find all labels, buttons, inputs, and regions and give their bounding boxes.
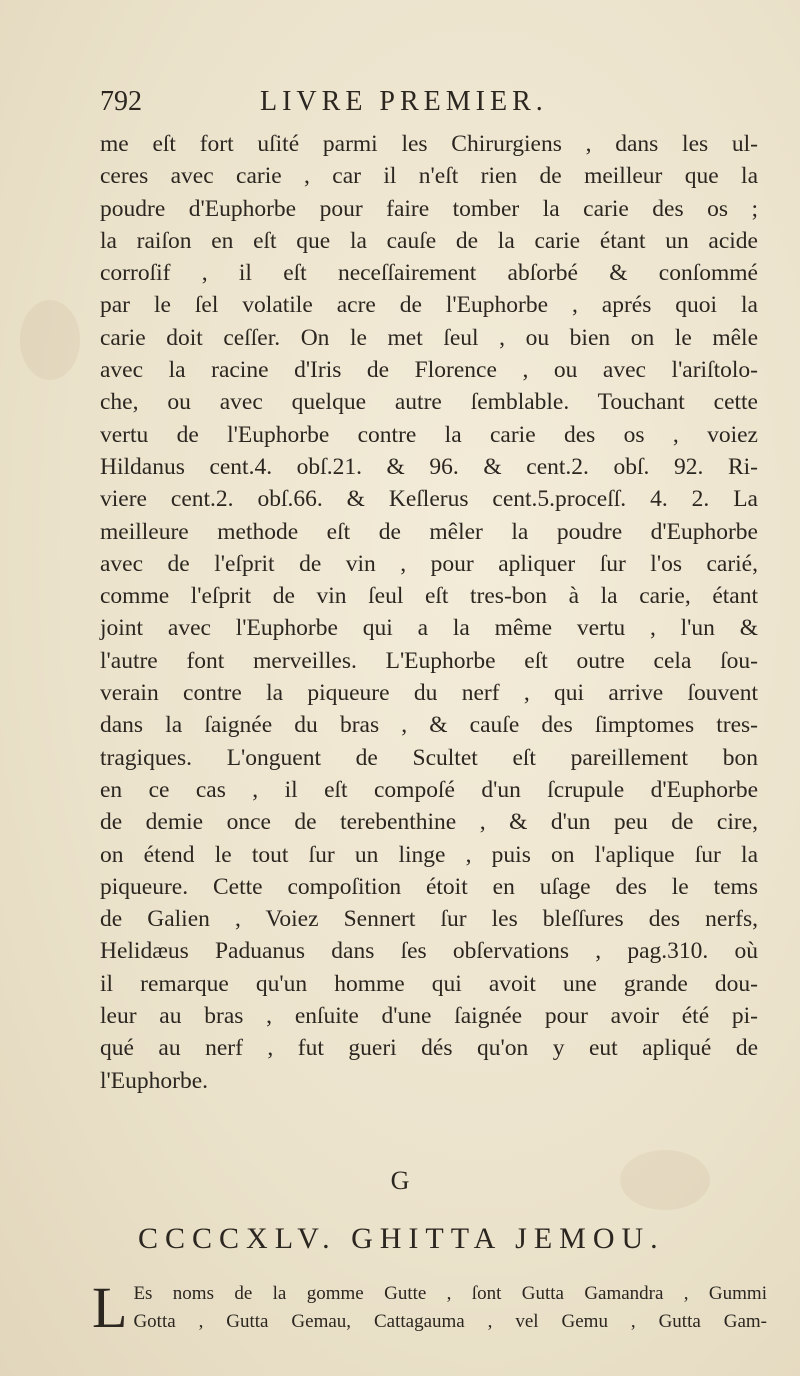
text-line: il remarque qu'un homme qui avoit une grande dou- xyxy=(100,970,758,997)
entry-line: Es noms de la gomme Gutte , ſont Gutta Gamandra , Gummi xyxy=(133,1283,767,1304)
text-line: l'Euphorbe. xyxy=(100,1067,208,1094)
text-line: verain contre la piqueure du nerf , qui arrive ſouvent xyxy=(100,680,758,707)
section-letter: G xyxy=(390,1166,410,1195)
text-line: corroſif , il eſt neceſſairement abſorbé & conſommé xyxy=(100,260,758,287)
text-line: par le ſel volatile acre de l'Euphorbe , aprés quoi la xyxy=(100,292,758,319)
text-line: meilleure methode eſt de mêler la poudre d'Euphorbe xyxy=(100,518,758,545)
entry-heading: CCCCXLV. GHITTA JEMOU. xyxy=(138,1222,665,1255)
text-line: tragiques. L'onguent de Scultet eſt pareillement bon xyxy=(100,744,758,771)
page-header xyxy=(100,86,760,126)
entry-text xyxy=(92,1275,767,1340)
text-line: en ce cas , il eſt compoſé d'un ſcrupule d'Euphorbe xyxy=(100,776,758,803)
text-line: de Galien , Voiez Sennert ſur les bleſſures des nerfs, xyxy=(100,906,758,933)
text-line: carie doit ceſſer. On le met ſeul , ou bien on le mêle xyxy=(100,324,758,351)
text-line: avec de l'eſprit de vin , pour apliquer ſur l'os carié, xyxy=(100,550,758,577)
text-line: on étend le tout ſur un linge , puis on l'aplique ſur la xyxy=(100,841,758,868)
text-line: poudre d'Euphorbe pour faire tomber la carie des os ; xyxy=(100,195,758,222)
text-line: vertu de l'Euphorbe contre la carie des os , voiez xyxy=(100,421,758,448)
text-line: de demie once de terebenthine , & d'un peu de cire, xyxy=(100,809,758,836)
main-text xyxy=(100,128,758,1097)
text-line: avec la racine d'Iris de Florence , ou avec l'ariſtolo- xyxy=(100,357,758,384)
text-line: l'autre font merveilles. L'Euphorbe eſt outre cela ſou- xyxy=(100,647,758,674)
page-number: 792 xyxy=(100,86,142,117)
running-title: LIVRE PREMIER. xyxy=(260,86,548,117)
text-line: joint avec l'Euphorbe qui a la même vertu , l'un & xyxy=(100,615,758,642)
text-line: qué au nerf , fut gueri dés qu'on y eut apliqué de xyxy=(100,1035,758,1062)
text-line: piqueure. Cette compoſition étoit en uſage des le tems xyxy=(100,873,758,900)
text-line: leur au bras , enſuite d'une ſaignée pour avoir été pi- xyxy=(100,1003,758,1030)
text-line: dans la ſaignée du bras , & cauſe des ſimptomes tres- xyxy=(100,712,758,739)
text-line: comme l'eſprit de vin ſeul eſt tres-bon à la carie, étant xyxy=(100,583,758,610)
text-line: Helidæus Paduanus dans ſes obſervations , pag.310. où xyxy=(100,938,758,965)
text-line: la raiſon en eſt que la cauſe de la carie étant un acide xyxy=(100,227,758,254)
text-line: Hildanus cent.4. obſ.21. & 96. & cent.2. obſ. 92. Ri- xyxy=(100,453,758,480)
text-line: viere cent.2. obſ.66. & Keſlerus cent.5.proceſſ. 4. 2. La xyxy=(100,486,758,513)
text-line: che, ou avec quelque autre ſemblable. Touchant cette xyxy=(100,389,758,416)
text-line: ceres avec carie , car il n'eſt rien de meilleur que la xyxy=(100,163,758,190)
drop-cap: L xyxy=(92,1275,128,1340)
paper-stain xyxy=(20,300,80,380)
entry-line: Gotta , Gutta Gemau, Cattagauma , vel Gemu , Gutta Gam- xyxy=(133,1311,767,1332)
text-line: me eſt fort uſité parmi les Chirurgiens , dans les ul- xyxy=(100,131,758,157)
